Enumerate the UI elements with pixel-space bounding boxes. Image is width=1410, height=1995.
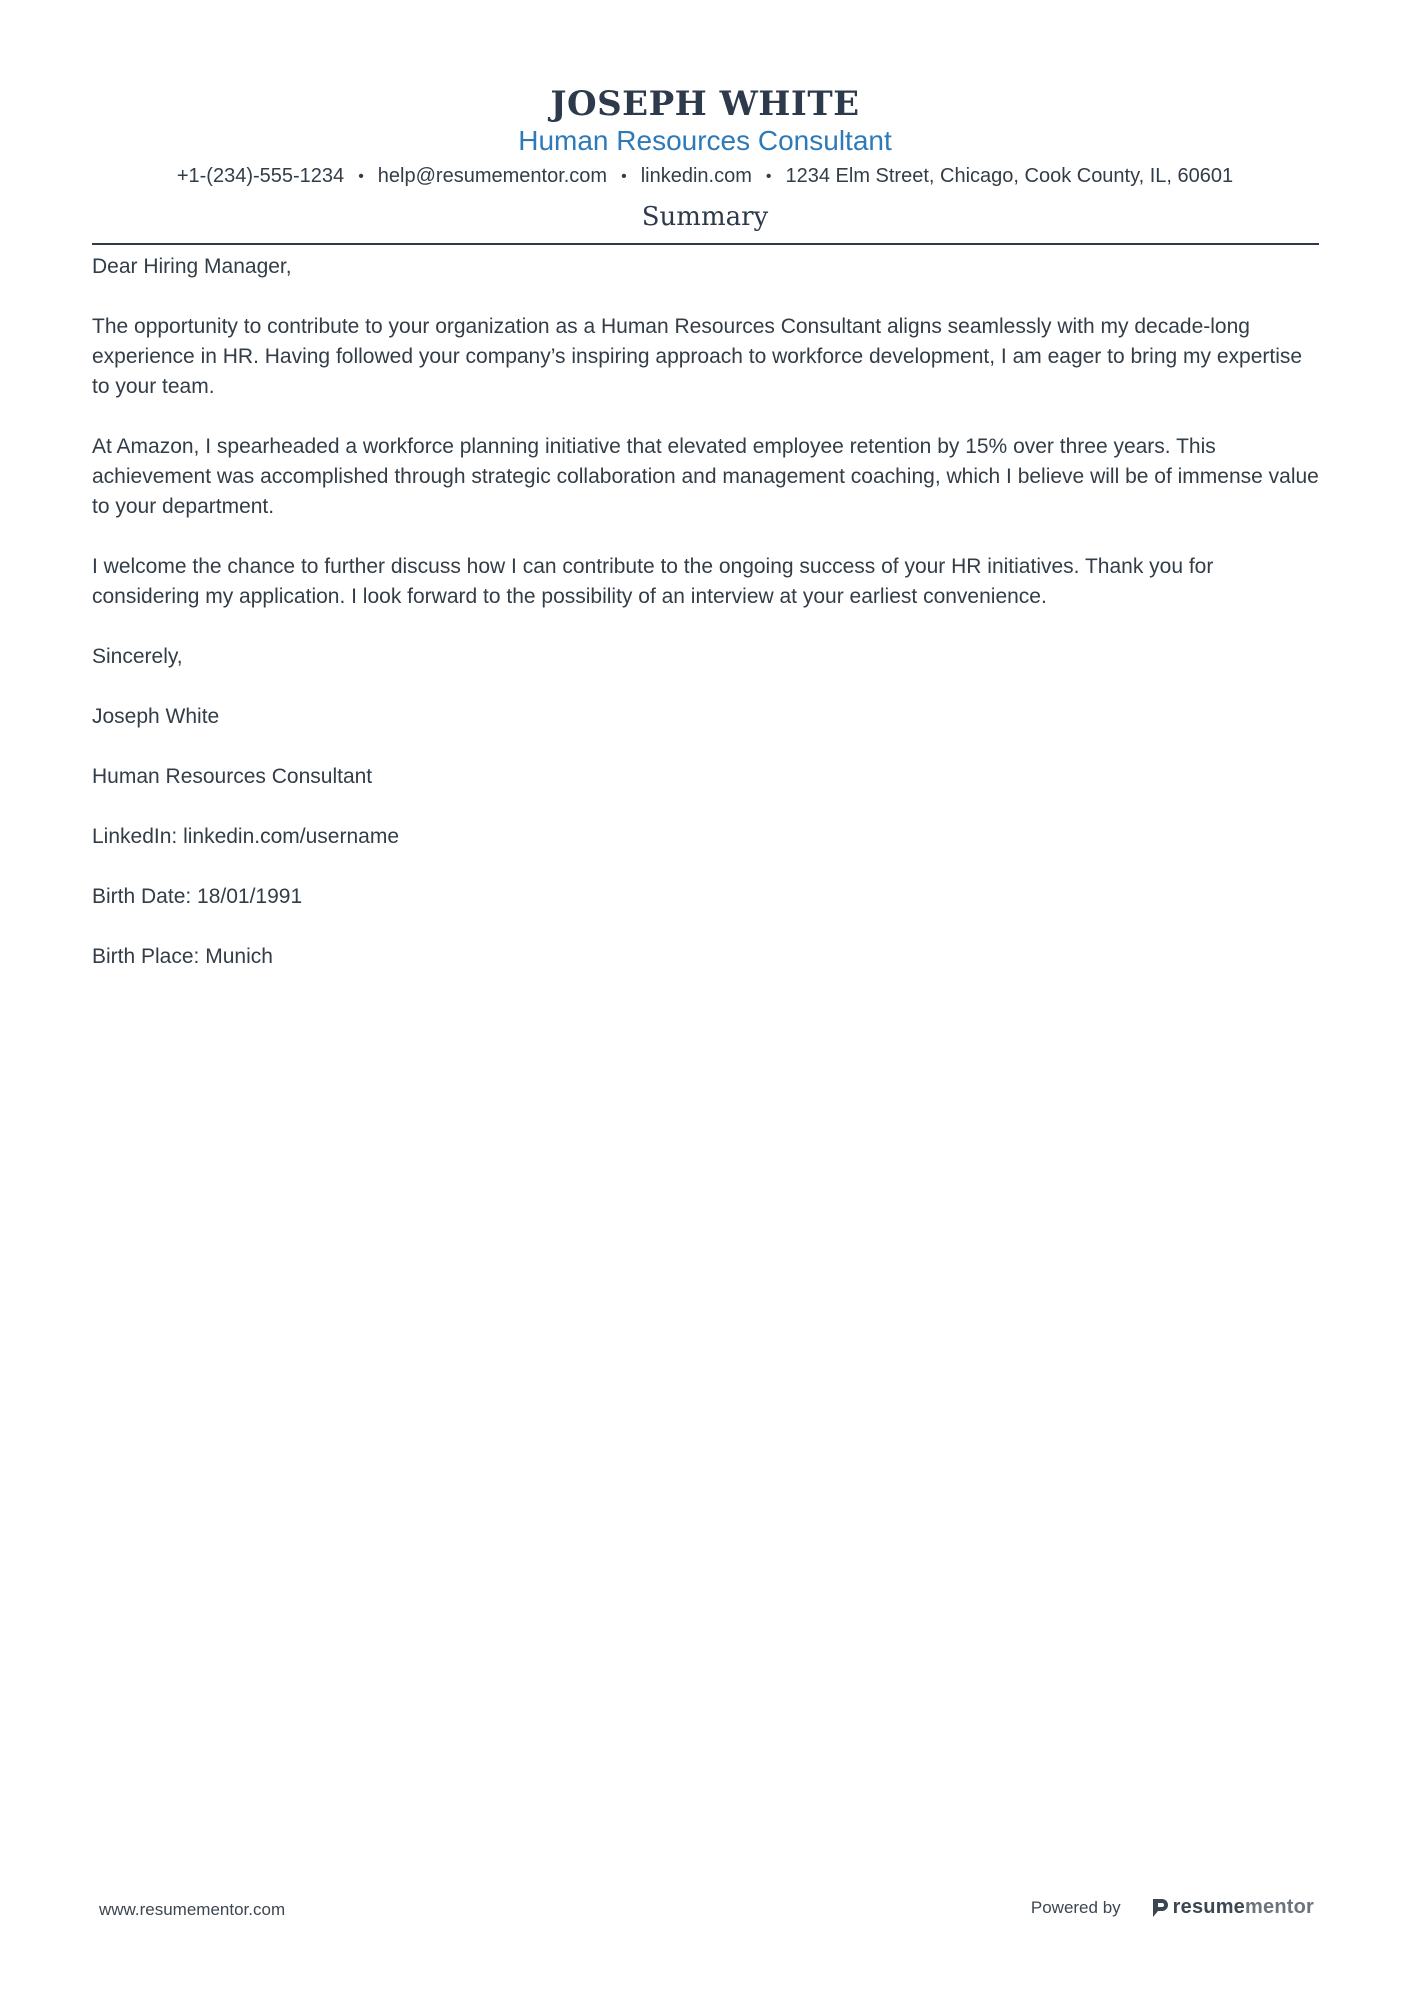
letter-salutation: Dear Hiring Manager,: [92, 255, 292, 278]
contact-phone: +1-(234)-555-1234: [176, 165, 345, 187]
brand-text-part1: resume: [1172, 1896, 1246, 1918]
section-title-summary: Summary: [641, 202, 769, 232]
contact-email[interactable]: help@resumementor.com: [377, 165, 608, 187]
brand-text-part2: mentor: [1245, 1896, 1314, 1918]
cover-letter-body: [92, 252, 1324, 1002]
contact-address: 1234 Elm Street, Chicago, Cook County, IL, 60601: [785, 165, 1234, 187]
powered-by-label: Powered by: [1030, 1897, 1121, 1917]
candidate-job-title: Human Resources Consultant: [518, 125, 892, 156]
letter-paragraph: At Amazon, I spearheaded a workforce planning initiative that elevated employee retention by 15% over three years. This achievement was accomplished through strategic collaboration and management coaching, which I believe will be of immense value to your department.: [92, 435, 1319, 518]
brand-logo[interactable]: [1151, 1896, 1314, 1919]
section-divider: [92, 243, 1319, 245]
footer-branding: [1031, 1896, 1314, 1919]
letter-closing: Sincerely,: [92, 645, 183, 668]
signature-name: Joseph White: [92, 705, 220, 728]
contact-separator: •: [765, 168, 772, 185]
birth-place-line: Birth Place: Munich: [92, 945, 273, 968]
footer-website-link[interactable]: www.resumementor.com: [99, 1900, 286, 1919]
contact-line: [0, 162, 1410, 192]
signature-title: Human Resources Consultant: [92, 765, 373, 788]
contact-separator: •: [621, 168, 627, 185]
resume-header: [0, 84, 1410, 192]
resumementor-logo-icon: [1151, 1897, 1169, 1919]
letter-paragraph: I welcome the chance to further discuss how I can contribute to the ongoing success of your HR initiatives. Thank you for considering my application. I look forward to the possibility of an interview at your earliest convenience.: [92, 555, 1214, 608]
letter-paragraph: The opportunity to contribute to your organization as a Human Resources Consultant aligns seamlessly with my decade-long experience in HR. Having followed your company’s inspiring approach to workforce development, I am eager to bring my expertise to your team.: [92, 315, 1303, 398]
linkedin-line: LinkedIn: linkedin.com/username: [92, 825, 400, 848]
birth-date-line: Birth Date: 18/01/1991: [92, 885, 303, 908]
contact-linkedin[interactable]: linkedin.com: [640, 165, 752, 187]
candidate-name: JOSEPH WHITE: [550, 84, 860, 124]
contact-separator: •: [358, 168, 364, 185]
